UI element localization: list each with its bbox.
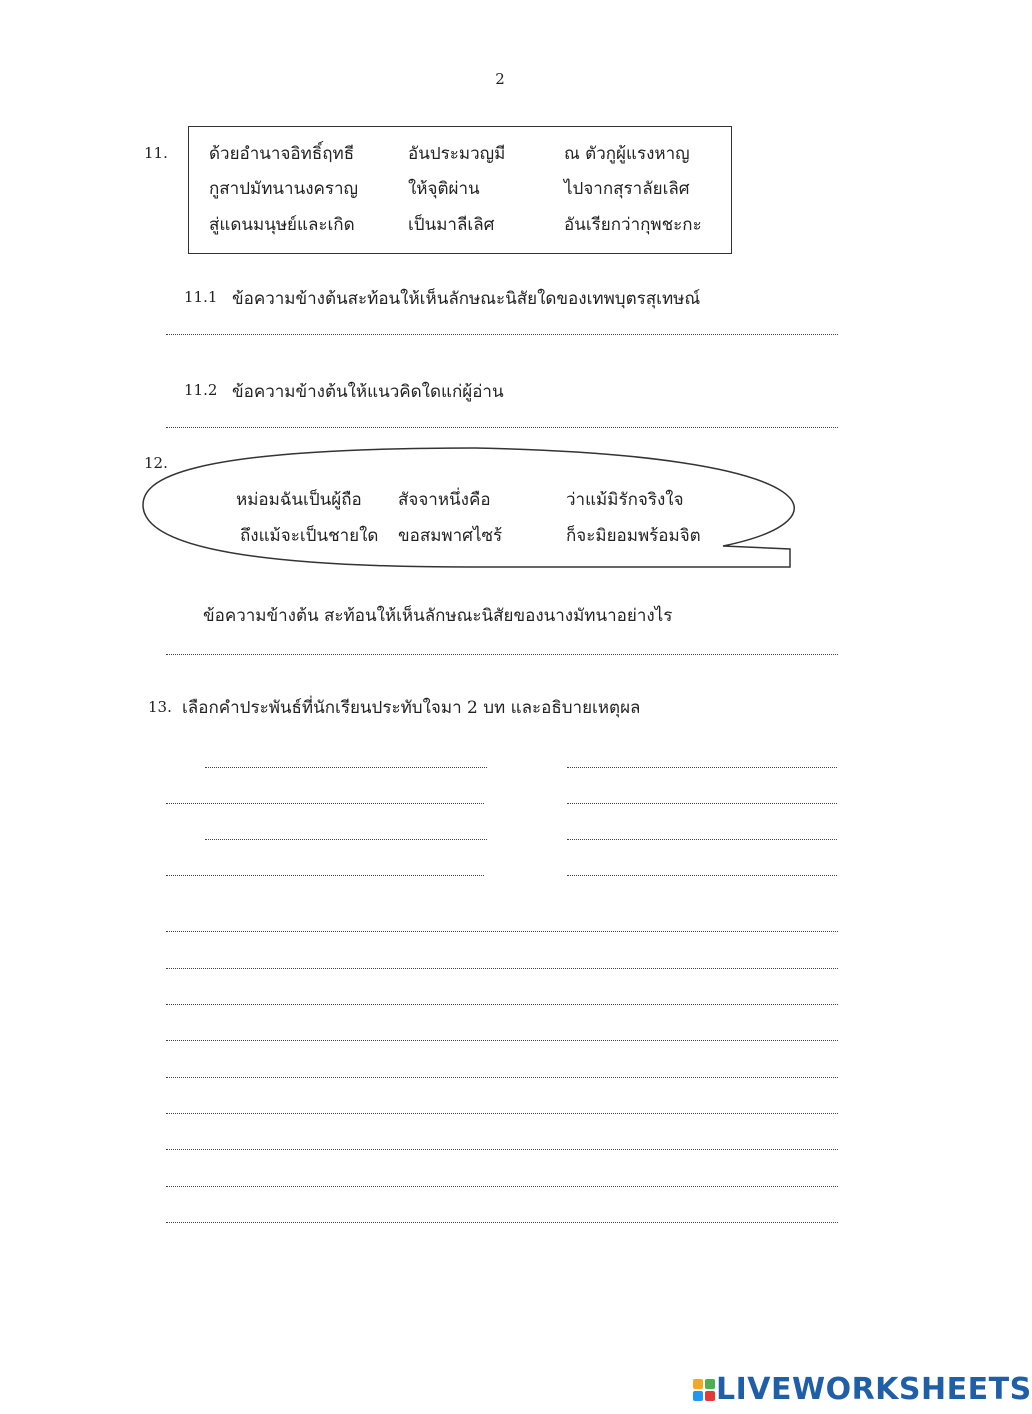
q11-poem-line3-part1: สู่แดนมนุษย์และเกิด [209, 215, 355, 235]
q12-poem-line1-part3: ว่าแม้มิรักจริงใจ [566, 490, 684, 510]
q11-poem-line1-part3: ณ ตัวกูผู้แรงหาญ [564, 144, 690, 164]
q13-reason-line[interactable] [166, 1004, 838, 1005]
q12-poem-line2-part1: ถึงแม้จะเป็นชายใด [240, 526, 379, 546]
q11-2-answer-line[interactable] [166, 427, 838, 428]
q13-poem-line1-left[interactable] [205, 767, 487, 768]
q11-poem-line1-part2: อันประมวญมี [408, 144, 506, 164]
q11-2-number: 11.2 [184, 381, 218, 399]
q13-reason-line[interactable] [166, 1222, 838, 1223]
q12-poem-line2-part2: ขอสมพาศไซร้ [398, 526, 503, 546]
q13-poem-line3-left[interactable] [205, 839, 487, 840]
q11-number: 11. [144, 144, 168, 162]
q11-1-number: 11.1 [184, 288, 218, 306]
page-number: 2 [495, 70, 505, 88]
q12-poem-line1-part2: สัจจาหนึ่งคือ [398, 490, 491, 510]
q13-reason-line[interactable] [166, 1077, 838, 1078]
q13-reason-line[interactable] [166, 1113, 838, 1114]
q13-reason-line[interactable] [166, 968, 838, 969]
q12-poem-line1-part1: หม่อมฉันเป็นผู้ถือ [236, 490, 362, 510]
q13-poem-line1-right[interactable] [567, 767, 837, 768]
q11-1-answer-line[interactable] [166, 334, 838, 335]
q13-poem-line4-left[interactable] [166, 875, 484, 876]
q13-reason-line[interactable] [166, 1149, 838, 1150]
q13-reason-line[interactable] [166, 1040, 838, 1041]
q11-poem-line2-part1: กูสาปมัทนานงคราญ [209, 179, 359, 199]
q11-poem-line3-part3: อันเรียกว่ากุพชะกะ [564, 215, 702, 235]
q13-reason-line[interactable] [166, 931, 838, 932]
q12-question: ข้อความข้างต้น สะท้อนให้เห็นลักษณะนิสัยของนางมัทนาอย่างไร [203, 606, 673, 626]
q13-question: เลือกคำประพันธ์ที่นักเรียนประทับใจมา 2 บท และอธิบายเหตุผล [182, 698, 641, 718]
q12-poem-line2-part3: ก็จะมิยอมพร้อมจิต [566, 526, 701, 546]
q13-reason-line[interactable] [166, 1186, 838, 1187]
liveworksheets-logo-text: LIVEWORKSHEETS [716, 1372, 1032, 1407]
q11-poem-line2-part2: ให้จุติผ่าน [408, 179, 480, 199]
q13-poem-line2-right[interactable] [567, 803, 837, 804]
q11-2-question: ข้อความข้างต้นให้แนวคิดใดแก่ผู้อ่าน [232, 382, 504, 402]
liveworksheets-logo-icon [692, 1378, 716, 1402]
q12-number: 12. [144, 454, 168, 472]
q12-answer-line[interactable] [166, 654, 838, 655]
q11-poem-line3-part2: เป็นมาลีเลิศ [408, 215, 495, 235]
q13-poem-line4-right[interactable] [567, 875, 837, 876]
q11-poem-line1-part1: ด้วยอำนาจอิทธิ์ฤทธี [209, 144, 355, 164]
q13-poem-line2-left[interactable] [166, 803, 484, 804]
q13-number: 13. [148, 698, 172, 716]
q11-1-question: ข้อความข้างต้นสะท้อนให้เห็นลักษณะนิสัยใดของเทพบุตรสุเทษณ์ [232, 289, 701, 309]
q11-poem-line2-part3: ไปจากสุราลัยเลิศ [564, 179, 690, 199]
q13-poem-line3-right[interactable] [567, 839, 837, 840]
